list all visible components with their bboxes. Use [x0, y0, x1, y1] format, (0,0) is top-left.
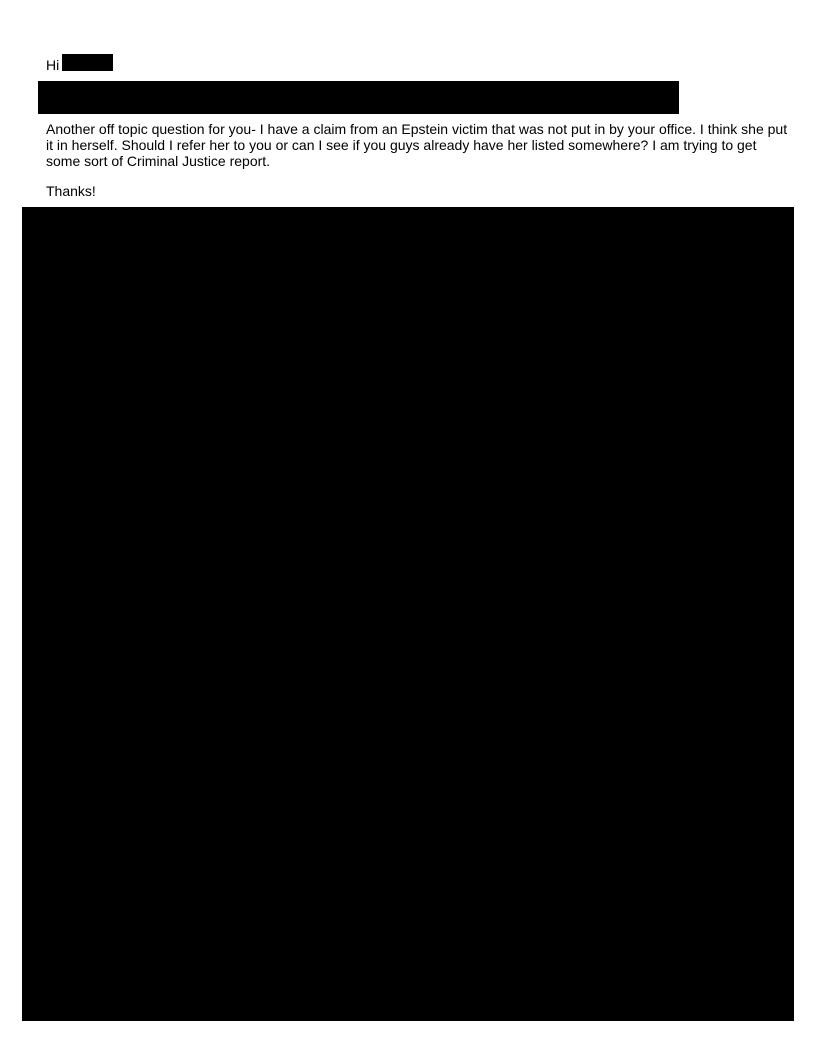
redacted-recipient-name	[62, 54, 113, 71]
email-body: Another off topic question for you- I have a claim from an Epstein victim that was not put in by your office. I think she put it in herself. Should I refer her to you or can I see if you guys already have her listed somewhere? I am trying to get some sort of Criminal Justice report.	[46, 121, 788, 169]
redacted-line	[38, 81, 679, 114]
redacted-block	[22, 207, 794, 1021]
email-greeting: Hi	[46, 57, 60, 73]
email-closing: Thanks!	[46, 183, 96, 199]
